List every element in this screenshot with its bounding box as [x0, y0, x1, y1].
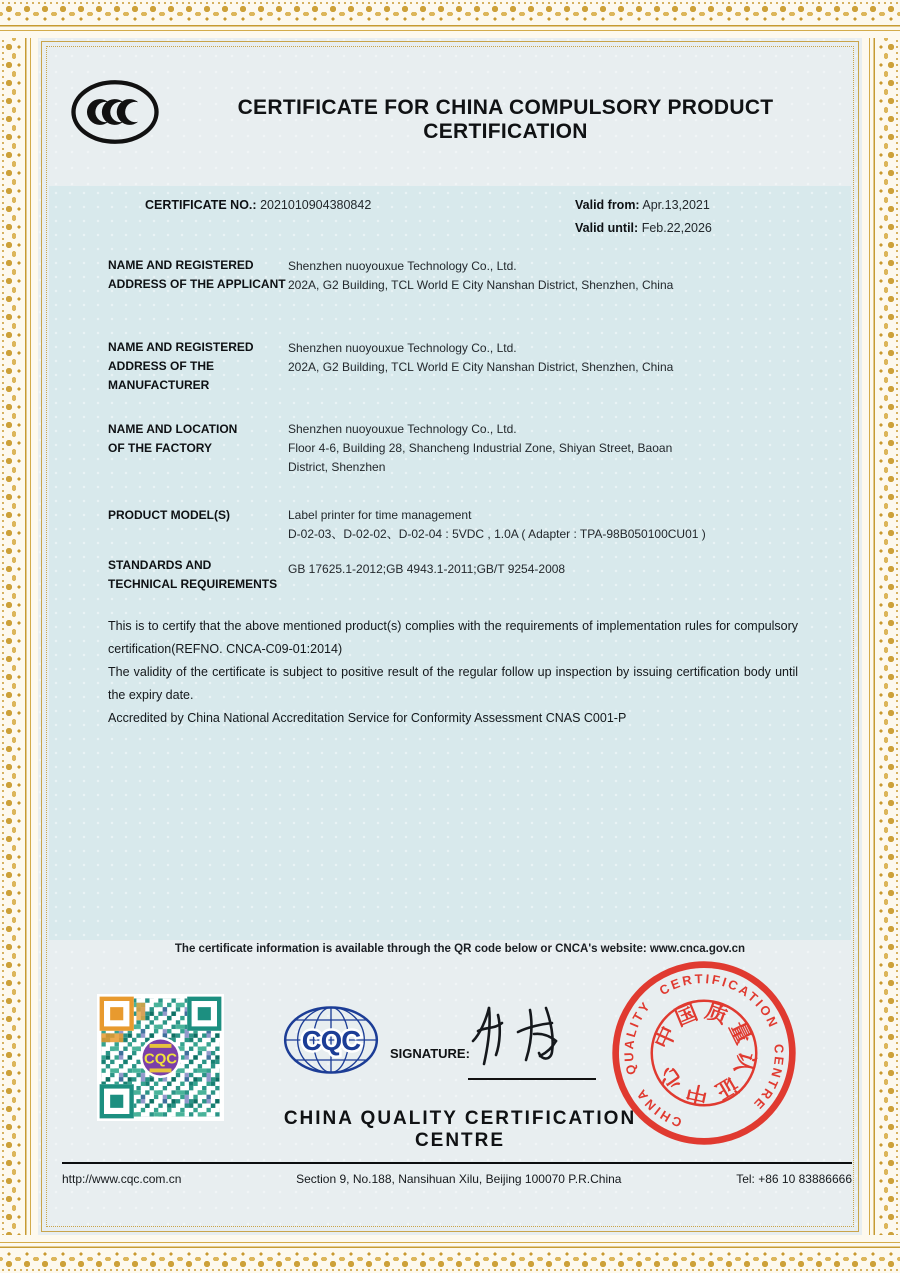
svg-text:中国质量认证中心	[640, 988, 769, 1118]
standards-value: GB 17625.1-2012;GB 4943.1-2011;GB/T 9254-2008	[288, 562, 566, 576]
manufacturer-value: Shenzhen nuoyouxue Technology Co., Ltd. 202A, G2 Building, TCL World E City Nanshan District, Shenzhen, China	[288, 341, 674, 374]
seal-english-text: CHINA QUALITY CERTIFICATION CENTRE	[621, 971, 787, 1131]
signature-line	[468, 1078, 596, 1080]
frame-bottom	[0, 1235, 900, 1273]
statement-validity: The validity of the certificate is subject to positive result of the regular follow up inspection by issuing certification body until the expiry date.	[108, 665, 798, 702]
frame-right	[862, 38, 900, 1235]
statement-accreditation: Accredited by China National Accreditation Service for Conformity Assessment CNAS C001-P	[108, 711, 627, 725]
frame-top	[0, 0, 900, 38]
cqc-logo	[280, 1005, 382, 1075]
valid-from-value: Apr.13,2021	[642, 198, 710, 212]
footer-address: Section 9, No.188, Nansihuan Xilu, Beijing 100070 P.R.China	[296, 1172, 622, 1186]
frame-left	[0, 38, 38, 1235]
applicant-label: NAME AND REGISTERED ADDRESS OF THE APPLICANT	[108, 258, 286, 291]
qr-centre-badge-text: CQC	[143, 1051, 178, 1068]
qr-code	[97, 994, 224, 1121]
factory-value: Shenzhen nuoyouxue Technology Co., Ltd. Floor 4-6, Building 28, Shancheng Industrial Zone, Shiyan Street, Baoan District, Shenzhen	[288, 422, 673, 474]
centre-name: CHINA QUALITY CERTIFICATION CENTRE	[283, 1108, 637, 1151]
footer	[62, 1172, 852, 1186]
seal-chinese-text: 中国质量认证中心	[650, 998, 759, 1108]
footer-rule	[62, 1162, 852, 1164]
cqc-red-seal	[609, 958, 799, 1148]
footer-website: http://www.cqc.com.cn	[62, 1172, 182, 1186]
certificate-title: CERTIFICATE FOR CHINA COMPULSORY PRODUCT CERTIFICATION	[237, 96, 774, 143]
product-models-value: Label printer for time management D-02-03、D-02-02、D-02-04 : 5VDC , 1.0A ( Adapter : TPA-98B050100CU01 )	[288, 508, 706, 541]
manufacturer-label: NAME AND REGISTERED ADDRESS OF THE MANUFACTURER	[108, 340, 254, 392]
applicant-value: Shenzhen nuoyouxue Technology Co., Ltd. 202A, G2 Building, TCL World E City Nanshan District, Shenzhen, China	[288, 259, 674, 292]
product-models-label: PRODUCT MODEL(S)	[108, 508, 230, 522]
certificate-number	[145, 198, 371, 212]
valid-until-label: Valid until:	[575, 221, 639, 235]
standards-label: STANDARDS AND TECHNICAL REQUIREMENTS	[108, 558, 278, 591]
qr-info-line: The certificate information is available through the QR code below or CNCA's website: www.cnca.gov.cn	[174, 943, 746, 955]
certificate-number-label: CERTIFICATE NO.:	[145, 198, 257, 212]
factory-label: NAME AND LOCATION OF THE FACTORY	[108, 422, 238, 455]
footer-tel: Tel: +86 10 83886666	[736, 1172, 852, 1186]
valid-from	[575, 198, 710, 212]
signature-label: SIGNATURE:	[390, 1046, 470, 1061]
ccc-logo-icon	[68, 76, 162, 148]
cqc-logo-text: CQC	[301, 1025, 361, 1056]
valid-from-label: Valid from:	[575, 198, 640, 212]
certificate-number-value: 2021010904380842	[260, 198, 372, 212]
valid-until-value: Feb.22,2026	[641, 221, 712, 235]
statement-compliance: This is to certify that the above mentioned product(s) complies with the requirements of implementation rules for compulsory certification(REFNO. CNCA-C09-01:2014)	[108, 619, 798, 656]
valid-until	[575, 221, 712, 235]
signature-handwriting	[468, 1000, 598, 1072]
